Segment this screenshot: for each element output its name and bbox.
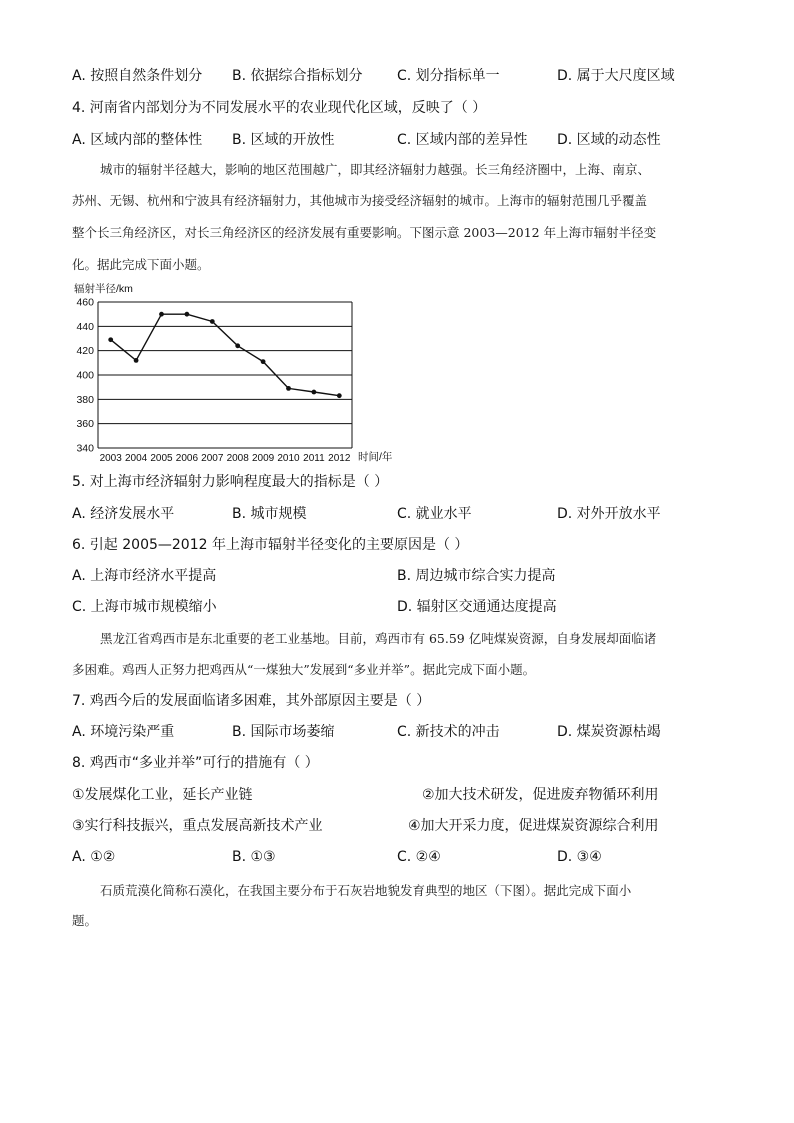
passage1-line4: 化。据此完成下面小题。 <box>72 257 210 272</box>
chart-data-point <box>108 337 113 342</box>
chart-x-tick-label: 2004 <box>124 453 148 464</box>
q4-option-d: D. 区域的动态性 <box>557 132 661 148</box>
q7-option-b: B. 国际市场萎缩 <box>232 724 335 740</box>
chart-x-tick-label: 2012 <box>328 453 351 464</box>
q6-option-a: A. 上海市经济水平提高 <box>72 568 217 584</box>
q5-option-b: B. 城市规模 <box>232 506 307 522</box>
chart-data-point <box>210 319 215 324</box>
q8-statement-3: ③实行科技振兴，重点发展高新技术产业 <box>72 818 323 834</box>
passage1-line2: 苏州、无锡、杭州和宁波具有经济辐射力，其他城市为接受经济辐射的城市。上海市的辐射范围几乎覆盖 <box>72 193 648 208</box>
q5-option-a: A. 经济发展水平 <box>72 506 175 522</box>
q8-option-a: A. ①② <box>72 849 116 865</box>
chart-y-tick-label: 460 <box>76 296 94 309</box>
chart-x-tick-label: 2007 <box>201 453 224 464</box>
chart-data-point <box>337 393 342 398</box>
q6-option-c: C. 上海市城市规模缩小 <box>72 599 217 615</box>
q3-option-d: D. 属于大尺度区域 <box>557 68 675 84</box>
chart-x-tick-label: 2006 <box>175 453 199 464</box>
passage1-line3: 整个长三角经济区，对长三角经济区的经济发展有重要影响。下图示意 2003—2012 年上海市辐射半径变 <box>72 225 657 240</box>
q8-option-d: D. ③④ <box>557 849 602 865</box>
chart-x-tick-label: 2005 <box>150 453 173 464</box>
chart-data-point <box>235 343 240 348</box>
q6-stem: 6. 引起 2005—2012 年上海市辐射半径变化的主要原因是（ ） <box>72 537 469 553</box>
q3-option-c: C. 划分指标单一 <box>397 68 500 84</box>
chart-x-tick-label: 2003 <box>99 453 122 464</box>
chart-y-tick-label: 440 <box>76 320 94 333</box>
q8-option-c: C. ②④ <box>397 849 441 865</box>
q7-option-d: D. 煤炭资源枯竭 <box>557 724 661 740</box>
chart-data-point <box>261 359 266 364</box>
radiation-radius-line-chart <box>60 280 420 465</box>
q7-option-c: C. 新技术的冲击 <box>397 724 500 740</box>
q3-option-a: A. 按照自然条件划分 <box>72 68 203 84</box>
chart-x-tick-label: 2010 <box>277 453 300 464</box>
passage3-line1: 石质荒漠化简称石漠化，在我国主要分布于石灰岩地貌发育典型的地区（下图）。据此完成下面小 <box>100 883 632 898</box>
chart-data-point <box>286 386 291 391</box>
chart-y-tick-label: 340 <box>76 442 94 455</box>
q6-option-d: D. 辐射区交通通达度提高 <box>397 599 557 615</box>
passage1-line1: 城市的辐射半径越大，影响的地区范围越广，即其经济辐射力越强。长三角经济圈中，上海、南京、 <box>100 162 651 177</box>
q4-option-c: C. 区域内部的差异性 <box>397 132 528 148</box>
chart-data-point <box>159 312 164 317</box>
passage3-line2: 题。 <box>72 913 98 928</box>
q4-option-b: B. 区域的开放性 <box>232 132 335 148</box>
chart-x-tick-label: 2008 <box>226 453 249 464</box>
q7-option-a: A. 环境污染严重 <box>72 724 175 740</box>
q4-stem: 4. 河南省内部划分为不同发展水平的农业现代化区域，反映了（ ） <box>72 100 487 116</box>
chart-y-tick-label: 420 <box>76 345 94 358</box>
passage2-line1: 黑龙江省鸡西市是东北重要的老工业基地。目前，鸡西市有 65.59 亿吨煤炭资源，自身发展却面临诸 <box>100 631 657 646</box>
q6-option-b: B. 周边城市综合实力提高 <box>397 568 556 584</box>
q5-option-c: C. 就业水平 <box>397 506 472 522</box>
chart-data-point <box>134 358 139 363</box>
q8-stem: 8. 鸡西市“多业并举”可行的措施有（ ） <box>72 755 319 771</box>
q8-statement-2: ②加大技术研发，促进废弃物循环利用 <box>422 787 659 803</box>
chart-x-axis-label: 时间/年 <box>358 451 393 463</box>
chart-x-tick-label: 2009 <box>251 453 275 464</box>
q8-statement-4: ④加大开采力度，促进煤炭资源综合利用 <box>408 818 659 834</box>
chart-y-tick-label: 400 <box>76 369 94 382</box>
q7-stem: 7. 鸡西今后的发展面临诸多困难，其外部原因主要是（ ） <box>72 693 431 709</box>
chart-x-tick-label: 2011 <box>303 453 325 464</box>
chart-y-tick-label: 380 <box>76 393 94 406</box>
q3-option-b: B. 依据综合指标划分 <box>232 68 363 84</box>
q8-option-b: B. ①③ <box>232 849 276 865</box>
q5-stem: 5. 对上海市经济辐射力影响程度最大的指标是（ ） <box>72 474 389 490</box>
q4-option-a: A. 区域内部的整体性 <box>72 132 203 148</box>
chart-y-axis-label: 辐射半径/km <box>74 283 133 295</box>
chart-y-tick-label: 360 <box>76 418 94 431</box>
passage2-line2: 多困难。鸡西人正努力把鸡西从“一煤独大”发展到“多业并举”。据此完成下面小题。 <box>72 662 536 677</box>
q8-statement-1: ①发展煤化工业，延长产业链 <box>72 787 253 803</box>
q5-option-d: D. 对外开放水平 <box>557 506 661 522</box>
chart-data-point <box>185 312 190 317</box>
chart-data-point <box>312 390 317 395</box>
